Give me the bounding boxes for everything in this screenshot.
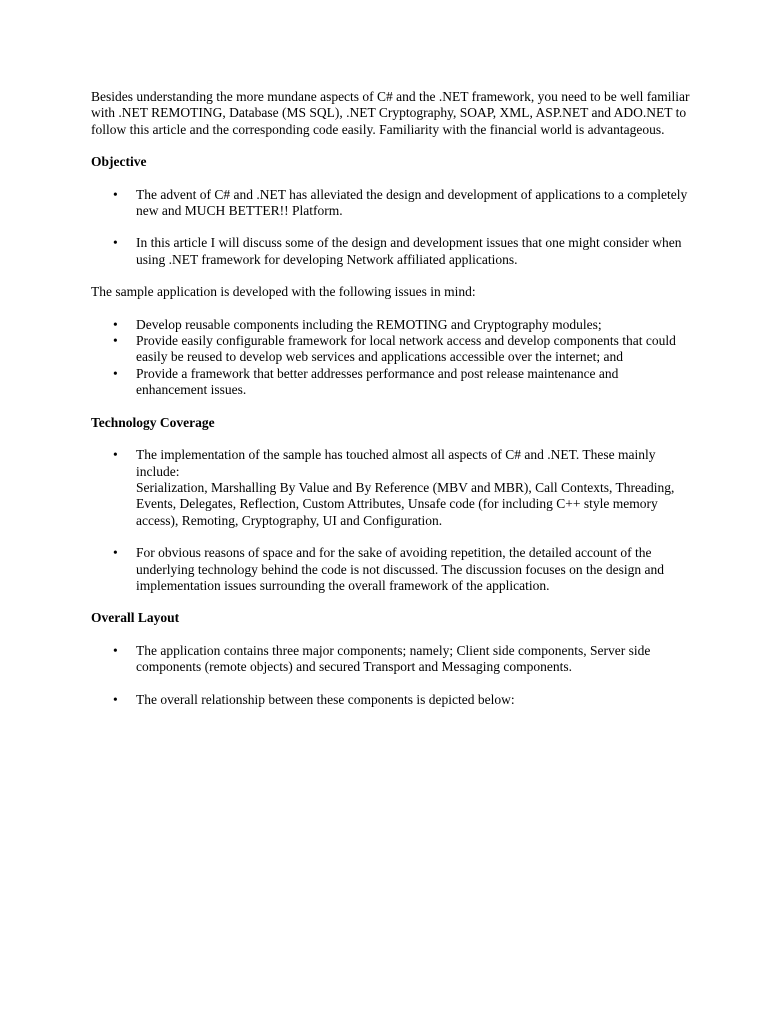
objective-heading: Objective — [91, 154, 147, 170]
list-item-text: The overall relationship between these components is depicted below: — [136, 691, 515, 707]
list-item-text: The advent of C# and .NET has alleviated the design and development of applications to a completely new and MUCH BETTER!! Platform. — [136, 186, 688, 219]
bullet-icon: • — [113, 333, 118, 349]
sample-issues-list — [91, 317, 691, 399]
bullet-icon: • — [113, 545, 118, 561]
list-item — [91, 643, 691, 676]
list-item — [91, 545, 691, 594]
list-item-text: The application contains three major components; namely; Client side components, Server side components (remote objects) and secured Transport and Messaging components. — [136, 642, 651, 675]
list-item — [91, 333, 691, 366]
bullet-icon: • — [113, 316, 118, 332]
layout-list — [91, 643, 691, 708]
bullet-icon: • — [113, 447, 118, 463]
technology-list — [91, 447, 691, 594]
list-item — [91, 235, 691, 268]
list-item — [91, 187, 691, 220]
list-item-text: For obvious reasons of space and for the sake of avoiding repetition, the detailed account of the underlying technology behind the code is not discussed. The discussion focuses on the design and implementation issues surrounding the overall framework of the application. — [136, 545, 665, 593]
layout-heading: Overall Layout — [91, 610, 180, 626]
list-item-text: Develop reusable components including the REMOTING and Cryptography modules; — [136, 316, 602, 332]
list-item-text: In this article I will discuss some of the design and development issues that one might consider when using .NET framework for developing Network affiliated applications. — [136, 235, 682, 267]
list-item — [91, 692, 691, 708]
objective-list — [91, 187, 691, 269]
list-item-text: The implementation of the sample has touched almost all aspects of C# and .NET. These mainly include: — [136, 447, 656, 479]
bullet-icon: • — [113, 186, 118, 202]
list-item — [91, 317, 691, 333]
list-item — [91, 366, 691, 399]
document-page — [91, 89, 691, 724]
technology-heading: Technology Coverage — [91, 414, 215, 430]
bullet-icon: • — [113, 365, 118, 381]
list-item-text: Provide a framework that better addresses performance and post release maintenance and enhancement issues. — [136, 365, 619, 398]
sample-paragraph: The sample application is developed with the following issues in mind: — [91, 284, 476, 300]
list-item — [91, 447, 691, 529]
technology-topics-text: Serialization, Marshalling By Value and By Reference (MBV and MBR), Call Contexts, Threading, Events, Delegates, Reflection, Custom Attributes, Unsafe code (for including C++ style memory access), Remoting, Cryptography, UI and Configuration. — [136, 479, 675, 528]
intro-paragraph: Besides understanding the more mundane aspects of C# and the .NET framework, you need to be well familiar with .NET REMOTING, Database (MS SQL), .NET Cryptography, SOAP, XML, ASP.NET and ADO.NET to follow this article and the corresponding code easily. Familiarity with the financial world is advantageous. — [91, 89, 690, 137]
list-item-text: Provide easily configurable framework for local network access and develop components that could easily be reused to develop web services and applications accessible over the internet; and — [136, 333, 676, 365]
bullet-icon: • — [113, 235, 118, 251]
bullet-icon: • — [113, 642, 118, 658]
bullet-icon: • — [113, 691, 118, 707]
